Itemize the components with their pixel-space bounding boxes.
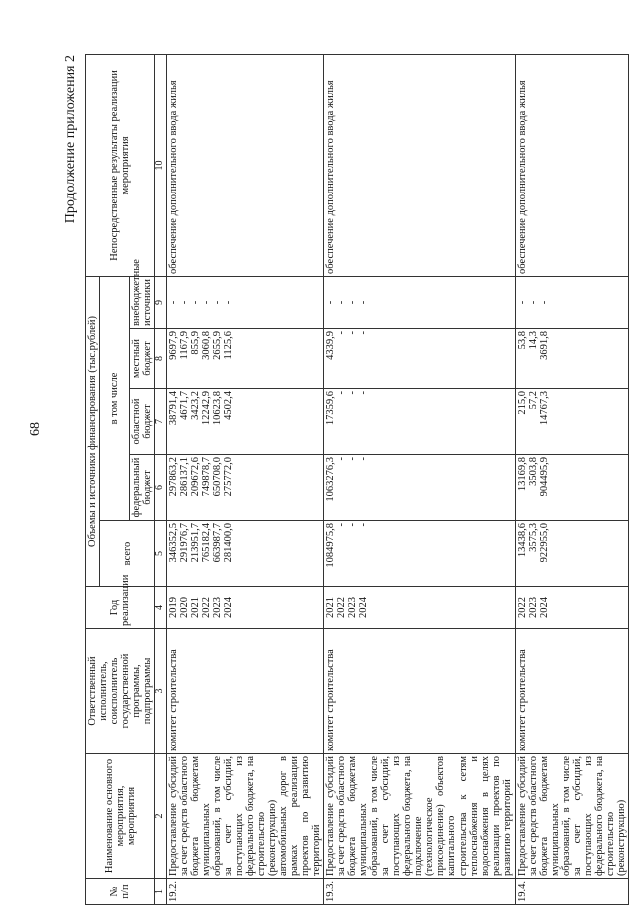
header-regional: областной бюджет [130, 389, 155, 455]
row-result: обеспечение дополнительного ввода жилья [167, 54, 324, 276]
table-body [167, 54, 629, 904]
row-extra-value: - [517, 300, 529, 305]
continuation-title: Продолжение приложения 2 [63, 55, 78, 224]
row-federal-value: 13169,8 [517, 457, 529, 492]
row-extra-value: - [212, 300, 224, 305]
row-extra [516, 276, 629, 328]
row-years-value: 2021 [325, 597, 337, 618]
row-years-value: 2023 [212, 597, 224, 618]
row-local [516, 329, 629, 389]
row-years-value: 2020 [179, 597, 191, 618]
row-extra-value: - [168, 300, 180, 305]
row-regional-value: 14767,3 [539, 391, 551, 426]
row-result: обеспечение дополнительного ввода жилья [324, 54, 516, 276]
row-name: Предоставление субсидий за счет средств областного бюджета бюджетам муниципальных образований, в том числе за счет субсидий, поступающих из федерального бюджета, на подключение (технологическое присоединение) объектов капитального строительства к сетям теплоснабжения и водоснабжения в целях реализации проектов по развитию территорий [324, 754, 516, 879]
row-total-value: - [358, 523, 370, 527]
page-number: 68 [28, 422, 43, 436]
row-executor: комитет строительства [167, 629, 324, 754]
column-index: 8 [155, 329, 167, 389]
row-extra [324, 276, 516, 328]
row-regional-value: - [358, 391, 370, 395]
header-local: местный бюджет [130, 329, 155, 389]
row-years-value: 2024 [223, 597, 235, 618]
row-years-value: 2024 [539, 597, 551, 618]
row-federal-value: 904495,9 [539, 457, 551, 497]
row-extra-value: - [325, 300, 337, 305]
row-regional [516, 389, 629, 455]
row-local-value: 14,3 [528, 331, 540, 350]
header-results: Непосредственные результаты реализации мероприятия [86, 54, 155, 276]
row-name: Предоставление субсидий за счет средств областного бюджета бюджетам муниципальных образований, в том числе за счет субсидий, поступающих из федерального бюджета, на строительство (реконструкцию) автомобильных дорог в рамках реализации проектов по развитию территорий [167, 754, 324, 879]
row-federal-value: 286137,1 [179, 457, 191, 497]
row-years [516, 587, 629, 629]
row-local-value: 3691,8 [539, 331, 551, 360]
row-regional-value: 12242,9 [201, 391, 213, 426]
row-federal-value: 1063276,3 [325, 457, 337, 502]
row-total [516, 521, 629, 587]
header-number: № п/п [86, 879, 155, 905]
row-total-value: 213951,7 [190, 523, 202, 563]
row-extra-value: - [347, 300, 359, 305]
column-index: 6 [155, 455, 167, 521]
row-regional-value: 3423,2 [190, 391, 202, 420]
row-extra-value: - [539, 300, 551, 305]
header-total: всего [100, 521, 155, 587]
row-extra-value: - [528, 300, 540, 305]
row-extra-value: - [358, 300, 370, 305]
column-index: 10 [155, 54, 167, 276]
row-federal-value: 3503,8 [528, 457, 540, 486]
row-name: Предоставление субсидий за счет средств областного бюджета бюджетам муниципальных образований, в том числе за счет субсидий, поступающих из федерального бюджета, на строительство (реконструкцию) [516, 754, 629, 879]
row-years-value: 2023 [347, 597, 359, 618]
row-extra-value: - [190, 300, 202, 305]
row-regional [167, 389, 324, 455]
row-number: 19.2. [167, 879, 324, 905]
row-regional-value: 17359,6 [325, 391, 337, 426]
row-regional-value: 4671,7 [179, 391, 191, 420]
row-regional-value: 4502,4 [223, 391, 235, 420]
row-local-value: 855,9 [190, 331, 202, 355]
rotated-page [57, 55, 628, 905]
row-executor: комитет строительства [516, 629, 629, 754]
row-local-value: 4339,9 [325, 331, 337, 360]
row-years-value: 2022 [336, 597, 348, 618]
table-row [516, 54, 629, 904]
row-regional-value: - [347, 391, 359, 395]
row-years-value: 2023 [528, 597, 540, 618]
row-total [324, 521, 516, 587]
row-local-value: - [336, 331, 348, 335]
row-local-value: - [358, 331, 370, 335]
row-total-value: 13438,6 [517, 523, 529, 558]
row-federal-value: 209672,6 [190, 457, 202, 497]
row-federal [167, 455, 324, 521]
column-index: 2 [155, 754, 167, 879]
row-federal [516, 455, 629, 521]
row-total-value: 765182,4 [201, 523, 213, 563]
row-years [324, 587, 516, 629]
row-federal [324, 455, 516, 521]
row-total-value: 663987,7 [212, 523, 224, 563]
row-federal-value: - [358, 457, 370, 461]
row-total-value: 922955,0 [539, 523, 551, 563]
row-number: 19.4. [516, 879, 629, 905]
financing-table [85, 54, 629, 905]
header-executor: Ответственный исполнитель, соисполнитель государственной программы, подпрограммы [86, 629, 155, 754]
row-total [167, 521, 324, 587]
header-name: Наименование основного мероприятия, мероприятия [86, 754, 155, 879]
row-regional-value: 215,0 [517, 391, 529, 415]
row-years-value: 2022 [201, 597, 213, 618]
column-index: 1 [155, 879, 167, 905]
row-total-value: 281400,0 [223, 523, 235, 563]
row-federal-value: - [347, 457, 359, 461]
column-index: 5 [155, 521, 167, 587]
row-federal-value: - [336, 457, 348, 461]
row-extra-value: - [336, 300, 348, 305]
row-extra-value: - [223, 300, 235, 305]
column-index: 3 [155, 629, 167, 754]
header-federal: федеральный бюджет [130, 455, 155, 521]
row-extra [167, 276, 324, 328]
row-total-value: - [347, 523, 359, 527]
row-local-value: 9697,9 [168, 331, 180, 360]
row-regional [324, 389, 516, 455]
row-local-value: 53,8 [517, 331, 529, 350]
row-number: 19.3. [324, 879, 516, 905]
header-year: Год реализации [86, 587, 155, 629]
column-index: 9 [155, 276, 167, 328]
row-years-value: 2021 [190, 597, 202, 618]
table-row [324, 54, 516, 904]
row-total-value: - [336, 523, 348, 527]
header-extra: внебюджетные источники [130, 276, 155, 328]
table-row [167, 54, 324, 904]
row-local-value: 1125,6 [223, 331, 235, 360]
row-executor: комитет строительства [324, 629, 516, 754]
header-including: в том числе [100, 276, 130, 520]
row-local-value: - [347, 331, 359, 335]
row-result: обеспечение дополнительного ввода жилья [516, 54, 629, 276]
row-regional-value: - [336, 391, 348, 395]
column-index: 4 [155, 587, 167, 629]
row-total-value: 1084975,8 [325, 523, 337, 568]
row-federal-value: 650708,0 [212, 457, 224, 497]
row-extra-value: - [201, 300, 213, 305]
header-financing: Объемы и источники финансирования (тыс.рублей) [86, 276, 100, 586]
row-regional-value: 57,2 [528, 391, 540, 410]
row-federal-value: 275772,0 [223, 457, 235, 497]
row-total-value: 346352,5 [168, 523, 180, 563]
row-total-value: 291976,7 [179, 523, 191, 563]
row-local-value: 2655,9 [212, 331, 224, 360]
row-regional-value: 38791,4 [168, 391, 180, 426]
row-federal-value: 297863,2 [168, 457, 180, 497]
row-total-value: 3575,3 [528, 523, 540, 552]
row-local-value: 3060,8 [201, 331, 213, 360]
row-years [167, 587, 324, 629]
row-years-value: 2022 [517, 597, 529, 618]
row-regional-value: 10623,8 [212, 391, 224, 426]
row-years-value: 2024 [358, 597, 370, 618]
row-local [324, 329, 516, 389]
row-years-value: 2019 [168, 597, 180, 618]
row-local-value: 1167,9 [179, 331, 191, 360]
row-federal-value: 749878,7 [201, 457, 213, 497]
column-index: 7 [155, 389, 167, 455]
row-local [167, 329, 324, 389]
row-extra-value: - [179, 300, 191, 305]
